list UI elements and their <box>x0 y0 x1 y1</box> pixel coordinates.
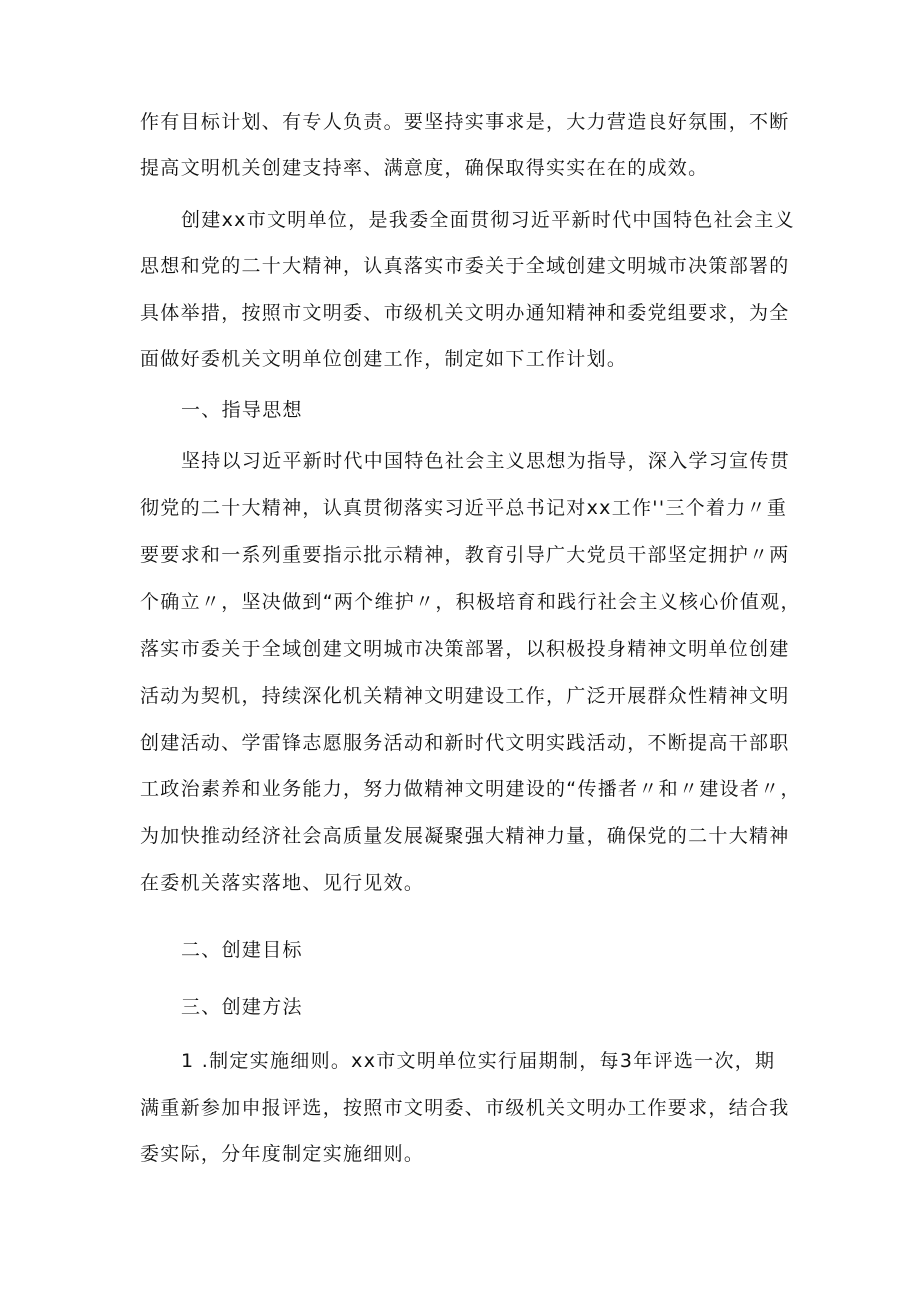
paragraph-background-line-2: 思想和党的二十大精神，认真落实市委关于全域创建文明城市决策部署的 <box>140 255 790 277</box>
paragraph-guiding-line-10: 在委机关落实落地、见行见效。 <box>140 872 425 894</box>
paragraph-intro-line-1: 作有目标计划、有专人负责。要坚持实事求是，大力营造良好氛围，不断 <box>140 111 790 133</box>
paragraph-background-line-3: 具体举措，按照市文明委、市级机关文明办通知精神和委党组要求，为全 <box>140 302 790 324</box>
paragraph-guiding-line-5: 落实市委关于全域创建文明城市决策部署，以积极投身精神文明单位创建 <box>140 638 790 660</box>
paragraph-intro-line-2: 提高文明机关创建支持率、满意度，确保取得实实在在的成效。 <box>140 157 709 179</box>
paragraph-guiding-line-7: 创建活动、学雷锋志愿服务活动和新时代文明实践活动，不断提高干部职 <box>140 732 790 754</box>
section-heading-methods: 三、创建方法 <box>181 996 303 1018</box>
paragraph-background-line-4: 面做好委机关文明单位创建工作，制定如下工作计划。 <box>140 348 628 370</box>
paragraph-method-1-line-3: 委实际，分年度制定实施细则。 <box>140 1143 425 1165</box>
section-heading-guiding-thought: 一、指导思想 <box>181 399 303 421</box>
section-heading-goals: 二、创建目标 <box>181 939 303 961</box>
paragraph-method-1-line-2: 满重新参加申报评选，按照市文明委、市级机关文明办工作要求，结合我 <box>140 1097 790 1119</box>
paragraph-background-line-1: 创建xx市文明单位，是我委全面贯彻习近平新时代中国特色社会主义 <box>181 209 795 231</box>
paragraph-guiding-line-9: 为加快推动经济社会高质量发展凝聚强大精神力量，确保党的二十大精神 <box>140 825 790 847</box>
paragraph-guiding-line-6: 活动为契机，持续深化机关精神文明建设工作，广泛开展群众性精神文明 <box>140 685 790 707</box>
paragraph-guiding-line-4: 个确立〃，坚决做到“两个维护〃，积极培育和践行社会主义核心价值观， <box>140 591 801 613</box>
paragraph-guiding-line-8: 工政治素养和业务能力，努力做精神文明建设的“传播者〃和〃建设者〃， <box>140 778 801 800</box>
paragraph-guiding-line-1: 坚持以习近平新时代中国特色社会主义思想为指导，深入学习宣传贯 <box>181 450 791 472</box>
paragraph-method-1-line-1: 1 .制定实施细则。xx市文明单位实行届期制，每3年评选一次，期 <box>181 1050 776 1072</box>
paragraph-guiding-line-2: 彻党的二十大精神，认真贯彻落实习近平总书记对xx工作''三个着力〃重 <box>140 497 788 519</box>
paragraph-guiding-line-3: 要要求和一系列重要指示批示精神，教育引导广大党员干部坚定拥护〃两 <box>140 544 790 566</box>
